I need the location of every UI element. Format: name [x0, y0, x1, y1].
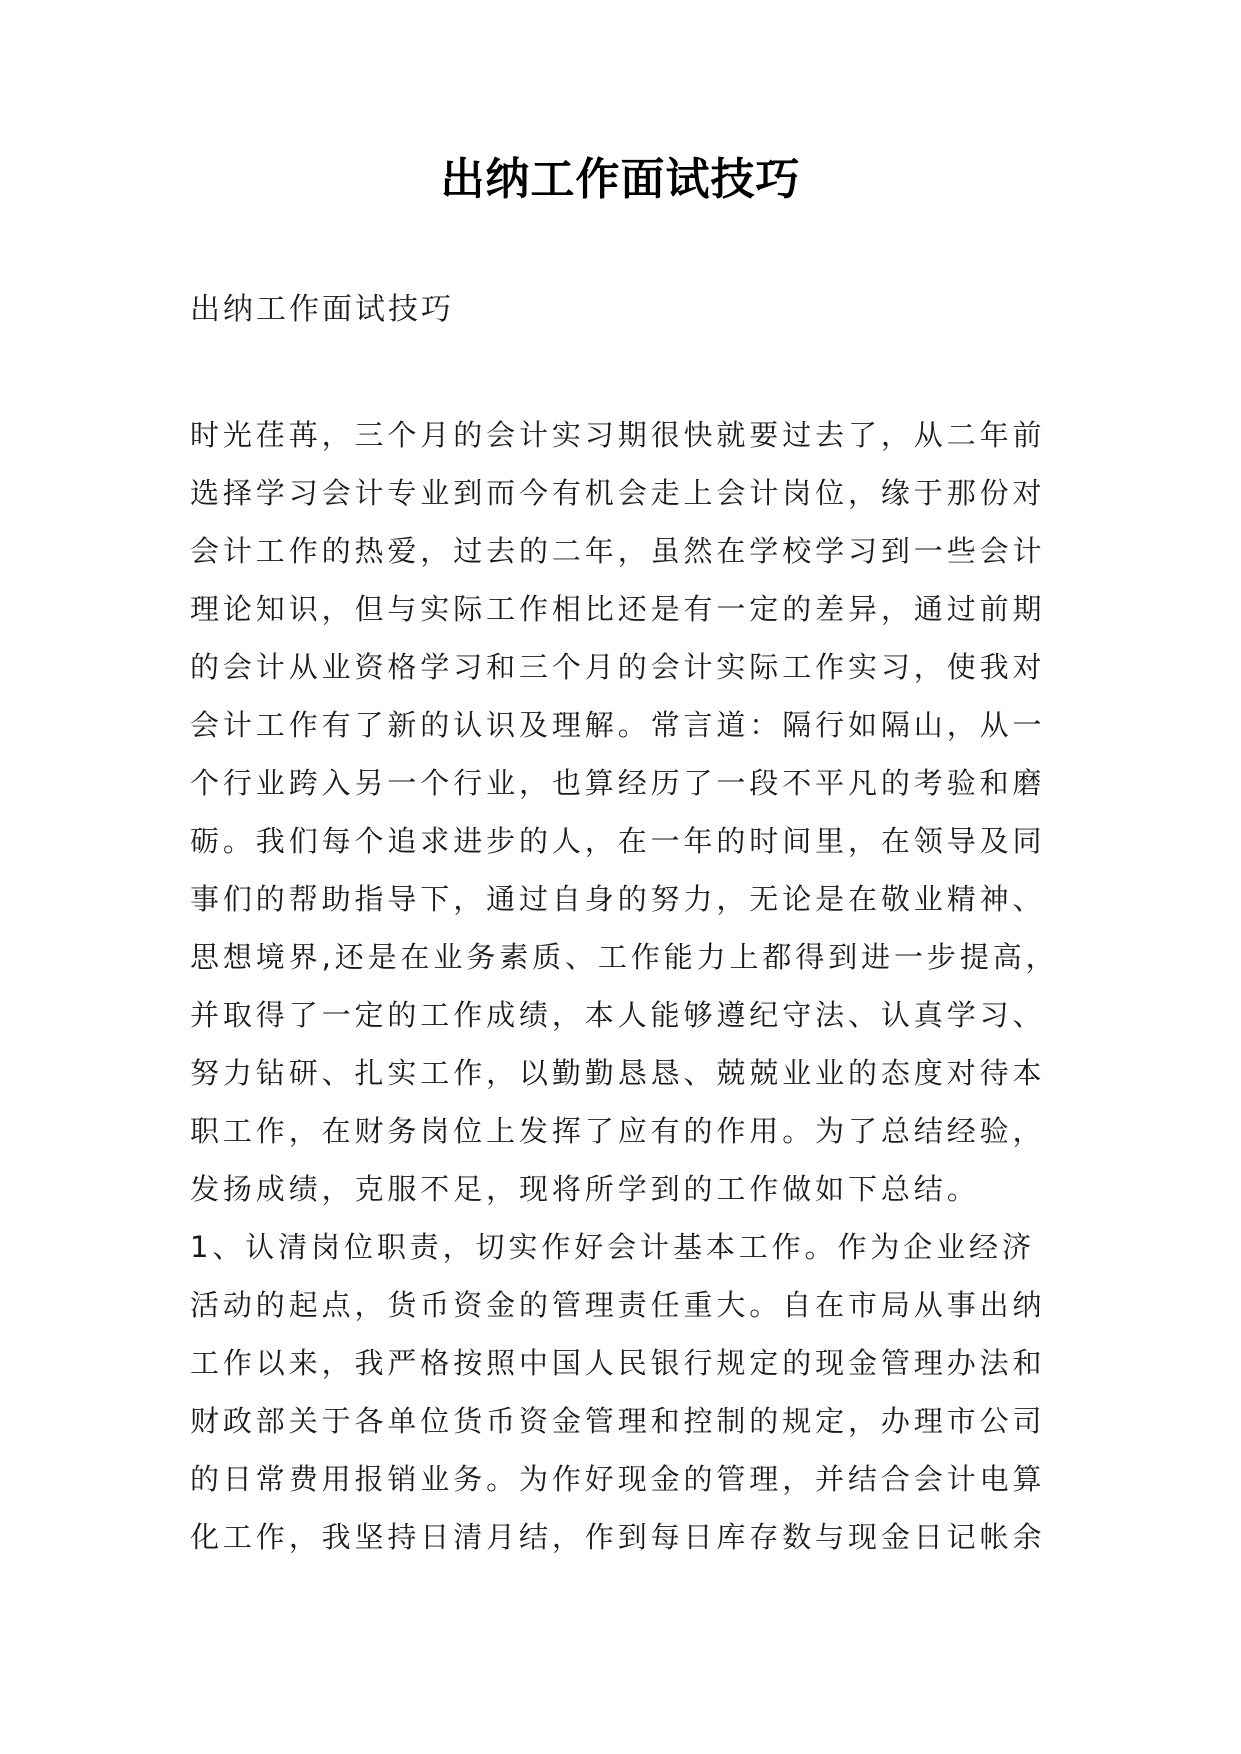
body-line: 财政部关于各单位货币资金管理和控制的规定，办理市公司	[190, 1404, 1046, 1438]
body-line: 砺。我们每个追求进步的人，在一年的时间里，在领导及同	[190, 824, 1046, 858]
body-line: 努力钻研、扎实工作，以勤勤恳恳、兢兢业业的态度对待本	[190, 1056, 1046, 1090]
body-line: 的日常费用报销业务。为作好现金的管理，并结合会计电算	[190, 1462, 1046, 1496]
body-line: 时光荏苒，三个月的会计实习期很快就要过去了，从二年前	[190, 418, 1046, 452]
body-line: 选择学习会计专业到而今有机会走上会计岗位，缘于那份对	[190, 476, 1046, 510]
body-line: 并取得了一定的工作成绩，本人能够遵纪守法、认真学习、	[190, 998, 1046, 1032]
body-line: 会计工作有了新的认识及理解。常言道：隔行如隔山，从一	[190, 708, 1046, 742]
body-text	[190, 406, 1070, 1566]
body-line: 化工作，我坚持日清月结，作到每日库存数与现金日记帐余	[190, 1520, 1046, 1554]
body-line: 个行业跨入另一个行业，也算经历了一段不平凡的考验和磨	[190, 766, 1046, 800]
body-line: 会计工作的热爱，过去的二年，虽然在学校学习到一些会计	[190, 534, 1046, 568]
body-line: 理论知识，但与实际工作相比还是有一定的差异，通过前期	[190, 592, 1046, 626]
document-subtitle: 出纳工作面试技巧	[190, 292, 454, 327]
body-line: 职工作，在财务岗位上发挥了应有的作用。为了总结经验，	[190, 1114, 1046, 1148]
body-line: 1、认清岗位职责，切实作好会计基本工作。作为企业经济	[190, 1230, 1035, 1264]
body-line: 事们的帮助指导下，通过自身的努力，无论是在敬业精神、	[190, 882, 1046, 916]
document-title: 出纳工作面试技巧	[440, 154, 801, 205]
body-line: 思想境界,还是在业务素质、工作能力上都得到进一步提高，	[190, 940, 1059, 974]
body-line: 发扬成绩，克服不足，现将所学到的工作做如下总结。	[190, 1172, 980, 1206]
body-line: 活动的起点，货币资金的管理责任重大。自在市局从事出纳	[190, 1288, 1046, 1322]
body-line: 工作以来，我严格按照中国人民银行规定的现金管理办法和	[190, 1346, 1046, 1380]
body-line: 的会计从业资格学习和三个月的会计实际工作实习，使我对	[190, 650, 1046, 684]
